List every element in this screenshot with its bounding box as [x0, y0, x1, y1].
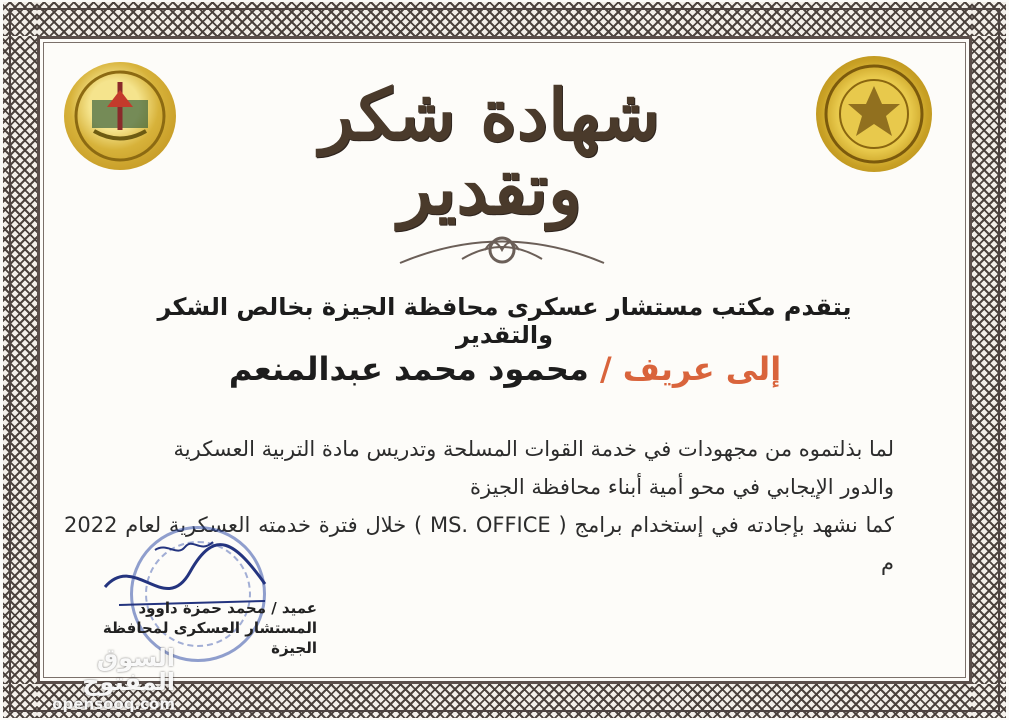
body-line-3: كما نشهد بإجادته في إستخدام برامج ( MS. OFFICE ) خلال فترة خدمته العسكرية لعام 2022 م — [64, 513, 894, 575]
left-emblem-seal — [64, 62, 176, 170]
watermark-english: opensooq.com — [52, 695, 175, 713]
signatory-title: المستشار العسكرى لمحافظة الجيزة — [102, 619, 317, 657]
recipient-prefix: إلى عريف / — [599, 350, 782, 388]
opening-line: يتقدم مكتب مستشار عسكرى محافظة الجيزة بخالص الشكر والتقدير — [157, 293, 852, 349]
signatory-name: عميد / محمد حمزة داوود — [138, 599, 317, 617]
ornament-icon — [392, 225, 612, 275]
recipient — [165, 350, 845, 388]
watermark — [20, 644, 175, 713]
watermark-arabic: السوق المفتوح — [82, 644, 175, 696]
body-line-1: لما بذلتموه من مجهودات في خدمة القوات المسلحة وتدريس مادة التربية العسكرية — [173, 437, 894, 461]
body-line-2: والدور الإيجابي في محو أمية أبناء محافظة الجيزة — [470, 475, 894, 499]
left-emblem-icon — [64, 62, 176, 170]
right-emblem-seal — [816, 56, 932, 172]
right-emblem-icon — [816, 56, 932, 172]
certificate-title: شهادة شكر وتقدير — [319, 73, 661, 230]
recipient-name: محمود محمد عبدالمنعم — [228, 350, 589, 388]
